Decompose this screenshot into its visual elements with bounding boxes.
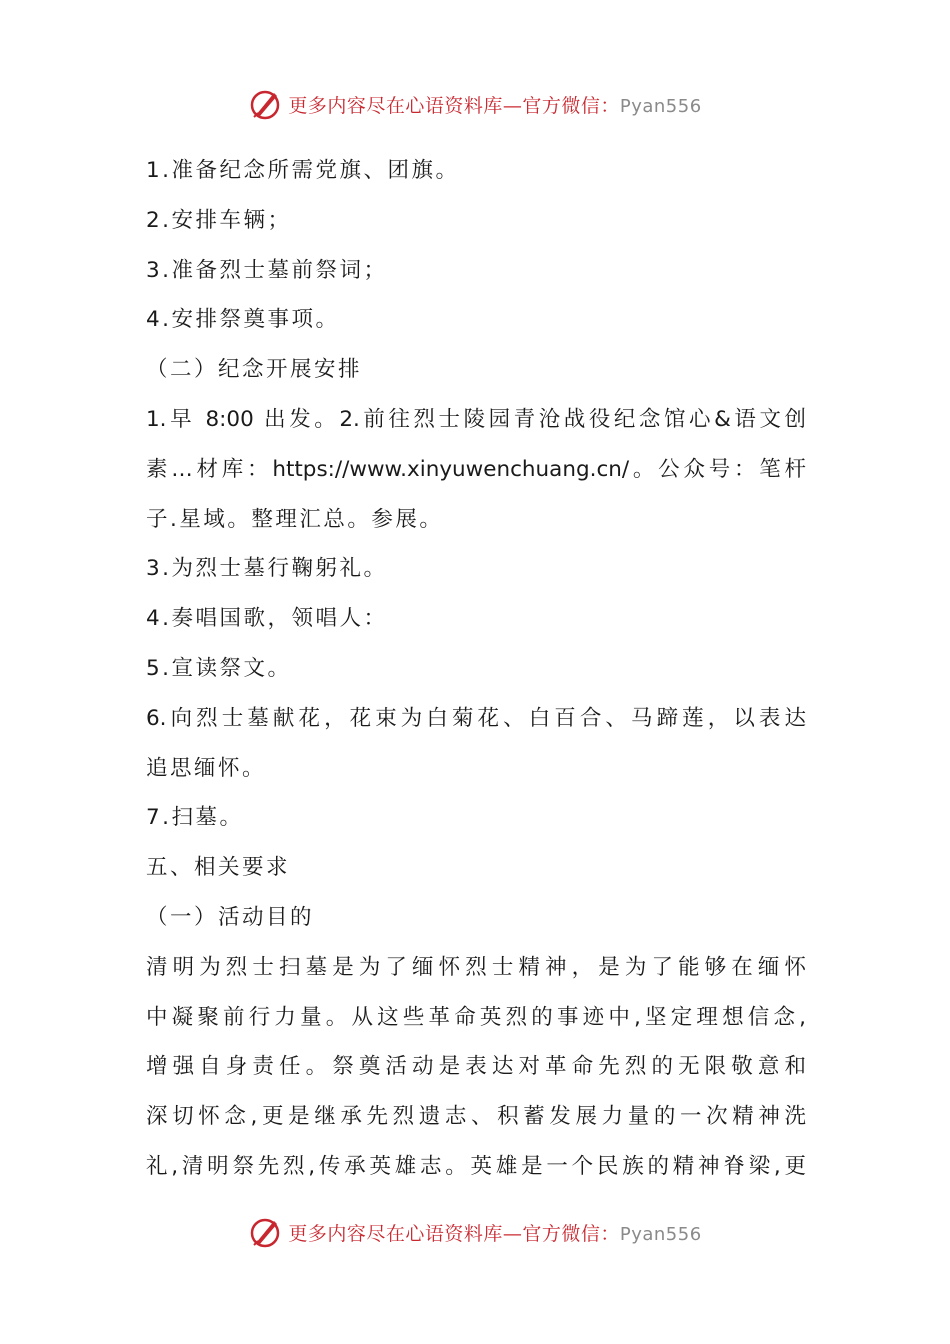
text-line: 1.早 8:00 出发。2.前往烈士陵园青沧战役纪念馆心&语文创: [146, 406, 806, 432]
text-line: 素…材库：https://www.xinyuwenchuang.cn/。公众号：笔杆: [146, 456, 806, 482]
document-body: [146, 146, 806, 1192]
watermark-text: [288, 1219, 701, 1246]
paragraph-line: 深切怀念,更是继承先烈遗志、积蓄发展力量的一次精神洗: [146, 1104, 806, 1130]
quill-logo-icon: [248, 1215, 282, 1249]
watermark-wechat-id: Pyan556: [619, 95, 702, 117]
header-watermark: [0, 84, 950, 124]
section-heading: （二）纪念开展安排: [146, 357, 363, 383]
text-line: 追思缅怀。: [146, 755, 267, 781]
text-line: 4.奏唱国歌，领唱人：: [146, 606, 388, 632]
text-line: 6.向烈士墓献花，花束为白菊花、白百合、马蹄莲，以表达: [146, 705, 806, 731]
text-line: 2.安排车辆；: [146, 207, 292, 233]
section-heading: （一）活动目的: [146, 904, 315, 930]
text-line: 3.准备烈士墓前祭词；: [146, 257, 388, 283]
paragraph-line: 礼,清明祭先烈,传承英雄志。英雄是一个民族的精神脊梁,更: [146, 1153, 806, 1179]
watermark-label: 更多内容尽在心语资料库—官方微信：: [288, 1222, 620, 1245]
watermark-text: [288, 91, 701, 118]
footer-watermark: [0, 1212, 950, 1252]
text-line: 1.准备纪念所需党旗、团旗。: [146, 158, 460, 183]
text-line: 4.安排祭奠事项。: [146, 307, 340, 333]
text-line: 7.扫墓。: [146, 805, 244, 831]
paragraph-line: 清明为烈士扫墓是为了缅怀烈士精神，是为了能够在缅怀: [146, 954, 806, 980]
quill-logo-icon: [248, 87, 282, 121]
text-line: 子.星域。整理汇总。参展。: [146, 506, 444, 532]
text-line: 3.为烈士墓行鞠躬礼。: [146, 556, 388, 582]
watermark-label: 更多内容尽在心语资料库—官方微信：: [288, 94, 620, 117]
paragraph-line: 增强自身责任。祭奠活动是表达对革命先烈的无限敬意和: [146, 1054, 806, 1080]
text-line: 5.宣读祭文。: [146, 655, 292, 681]
paragraph-line: 中凝聚前行力量。从这些革命英烈的事迹中,坚定理想信念,: [146, 1004, 806, 1030]
section-heading: 五、相关要求: [146, 855, 291, 881]
watermark-wechat-id: Pyan556: [619, 1223, 702, 1245]
